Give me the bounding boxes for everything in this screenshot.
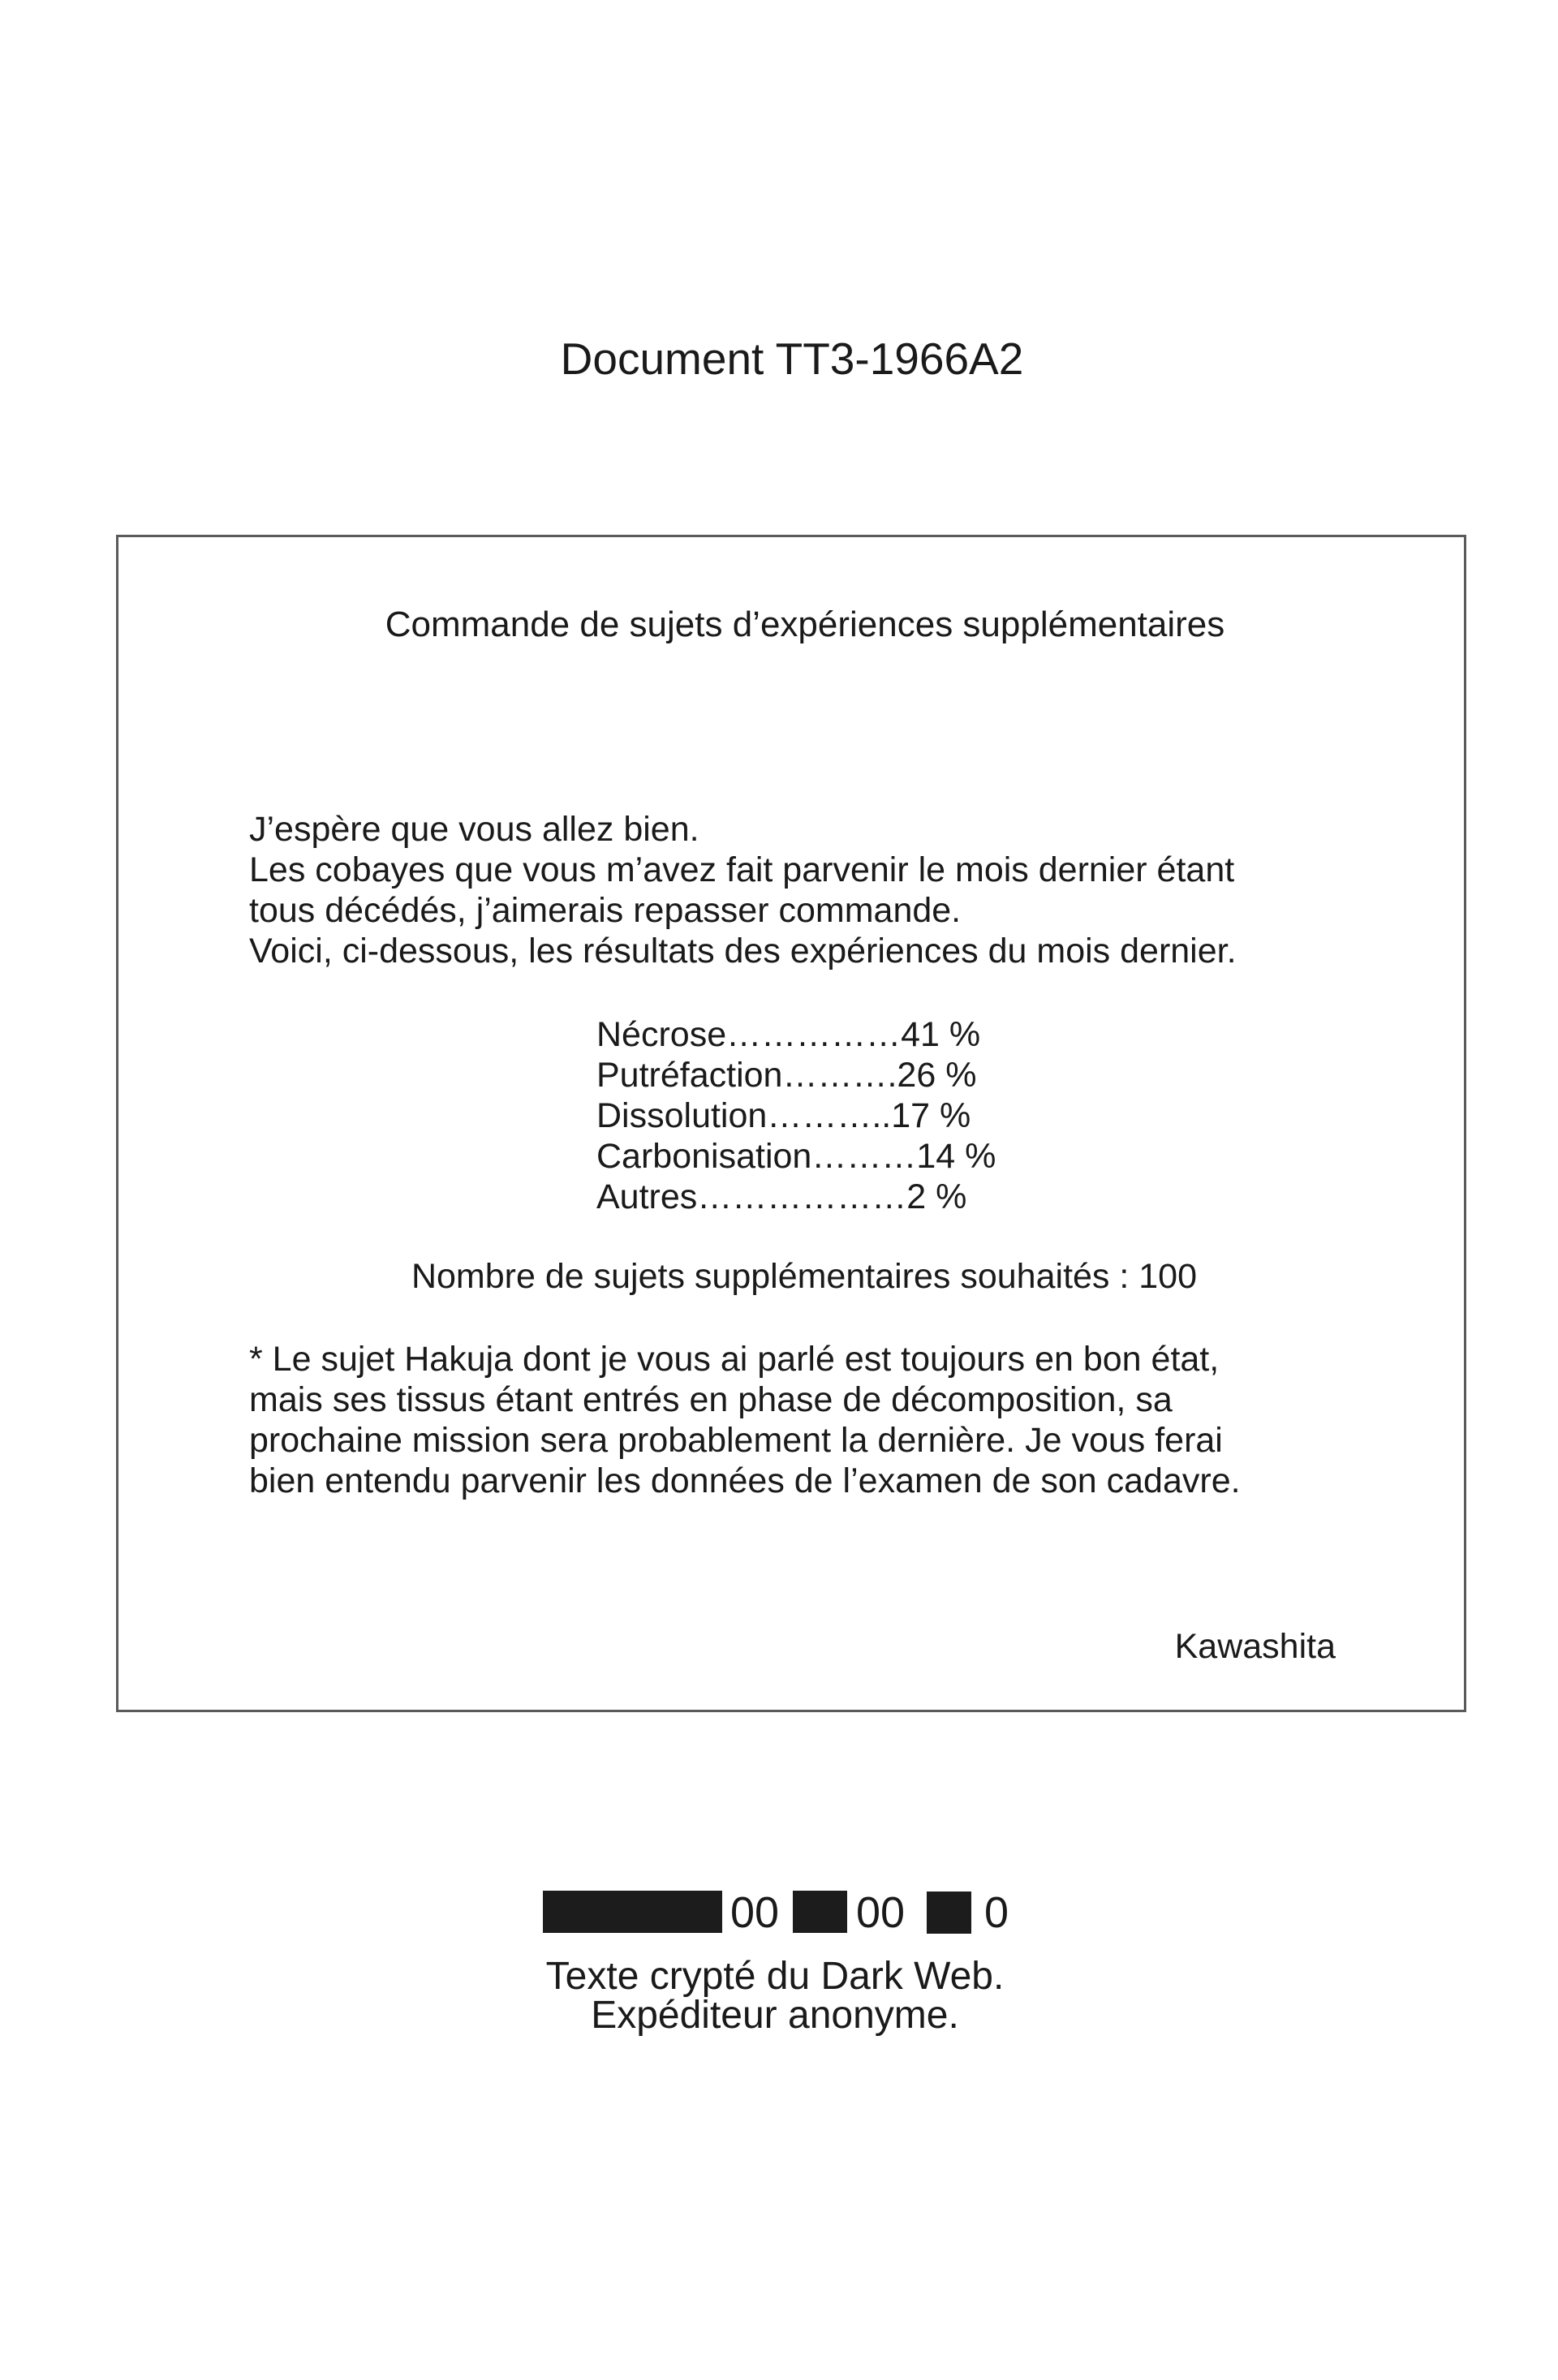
footnote-line: prochaine mission sera probablement la dernière. Je vous ferai bbox=[249, 1421, 1223, 1460]
footnote bbox=[249, 1339, 1241, 1501]
result-label: Autres bbox=[596, 1177, 698, 1216]
dot-leader: …………… bbox=[726, 1015, 902, 1054]
result-value: 2 % bbox=[906, 1177, 967, 1216]
result-value: 14 % bbox=[916, 1137, 996, 1176]
result-label: Carbonisation bbox=[596, 1137, 812, 1176]
code-fragment: 00 bbox=[730, 1888, 780, 1937]
result-row-autres bbox=[596, 1177, 996, 1217]
footnote-line: mais ses tissus étant entrés en phase de décomposition, sa bbox=[249, 1380, 1173, 1419]
dot-leader: ………. bbox=[782, 1056, 897, 1095]
redaction-bar bbox=[927, 1892, 971, 1934]
redaction-bar bbox=[793, 1891, 847, 1933]
result-row-putrefaction bbox=[596, 1055, 996, 1095]
caption-line: Texte crypté du Dark Web. bbox=[545, 1955, 1005, 1998]
code-fragment: 0 bbox=[984, 1888, 1009, 1937]
result-row-necrose bbox=[596, 1014, 996, 1055]
signature: Kawashita bbox=[1174, 1627, 1336, 1666]
letter-paragraph bbox=[249, 809, 1237, 971]
result-label: Nécrose bbox=[596, 1015, 727, 1054]
letter-subject: Commande de sujets d’expériences supplémentaires bbox=[385, 605, 1225, 644]
result-row-carbonisation bbox=[596, 1136, 996, 1177]
source-caption bbox=[0, 1957, 1550, 2035]
result-value: 17 % bbox=[891, 1096, 971, 1135]
paragraph-line: J’espère que vous allez bien. bbox=[249, 810, 699, 849]
paragraph-line: tous décédés, j’aimerais repasser commande. bbox=[249, 891, 962, 930]
requested-count: Nombre de sujets supplémentaires souhaités : 100 bbox=[411, 1257, 1198, 1296]
result-row-dissolution bbox=[596, 1095, 996, 1136]
dot-leader: ……….. bbox=[767, 1096, 892, 1135]
result-label: Putréfaction bbox=[596, 1056, 783, 1095]
paragraph-line: Voici, ci-dessous, les résultats des expériences du mois dernier. bbox=[249, 932, 1237, 971]
result-label: Dissolution bbox=[596, 1096, 768, 1135]
results-list bbox=[596, 1014, 996, 1217]
caption-line: Expéditeur anonyme. bbox=[591, 1994, 959, 2037]
footnote-line: * Le sujet Hakuja dont je vous ai parlé est toujours en bon état, bbox=[249, 1340, 1220, 1379]
result-value: 26 % bbox=[897, 1056, 977, 1095]
footnote-line: bien entendu parvenir les données de l’examen de son cadavre. bbox=[249, 1461, 1241, 1500]
paragraph-line: Les cobayes que vous m’avez fait parvenir le mois dernier étant bbox=[249, 850, 1235, 889]
redaction-bar bbox=[543, 1891, 722, 1933]
document-title: Document TT3-1966A2 bbox=[560, 334, 1024, 384]
code-fragment: 00 bbox=[856, 1888, 906, 1937]
result-value: 41 % bbox=[901, 1015, 981, 1054]
dot-leader: ……………… bbox=[697, 1177, 907, 1216]
dot-leader: ……… bbox=[811, 1137, 917, 1176]
